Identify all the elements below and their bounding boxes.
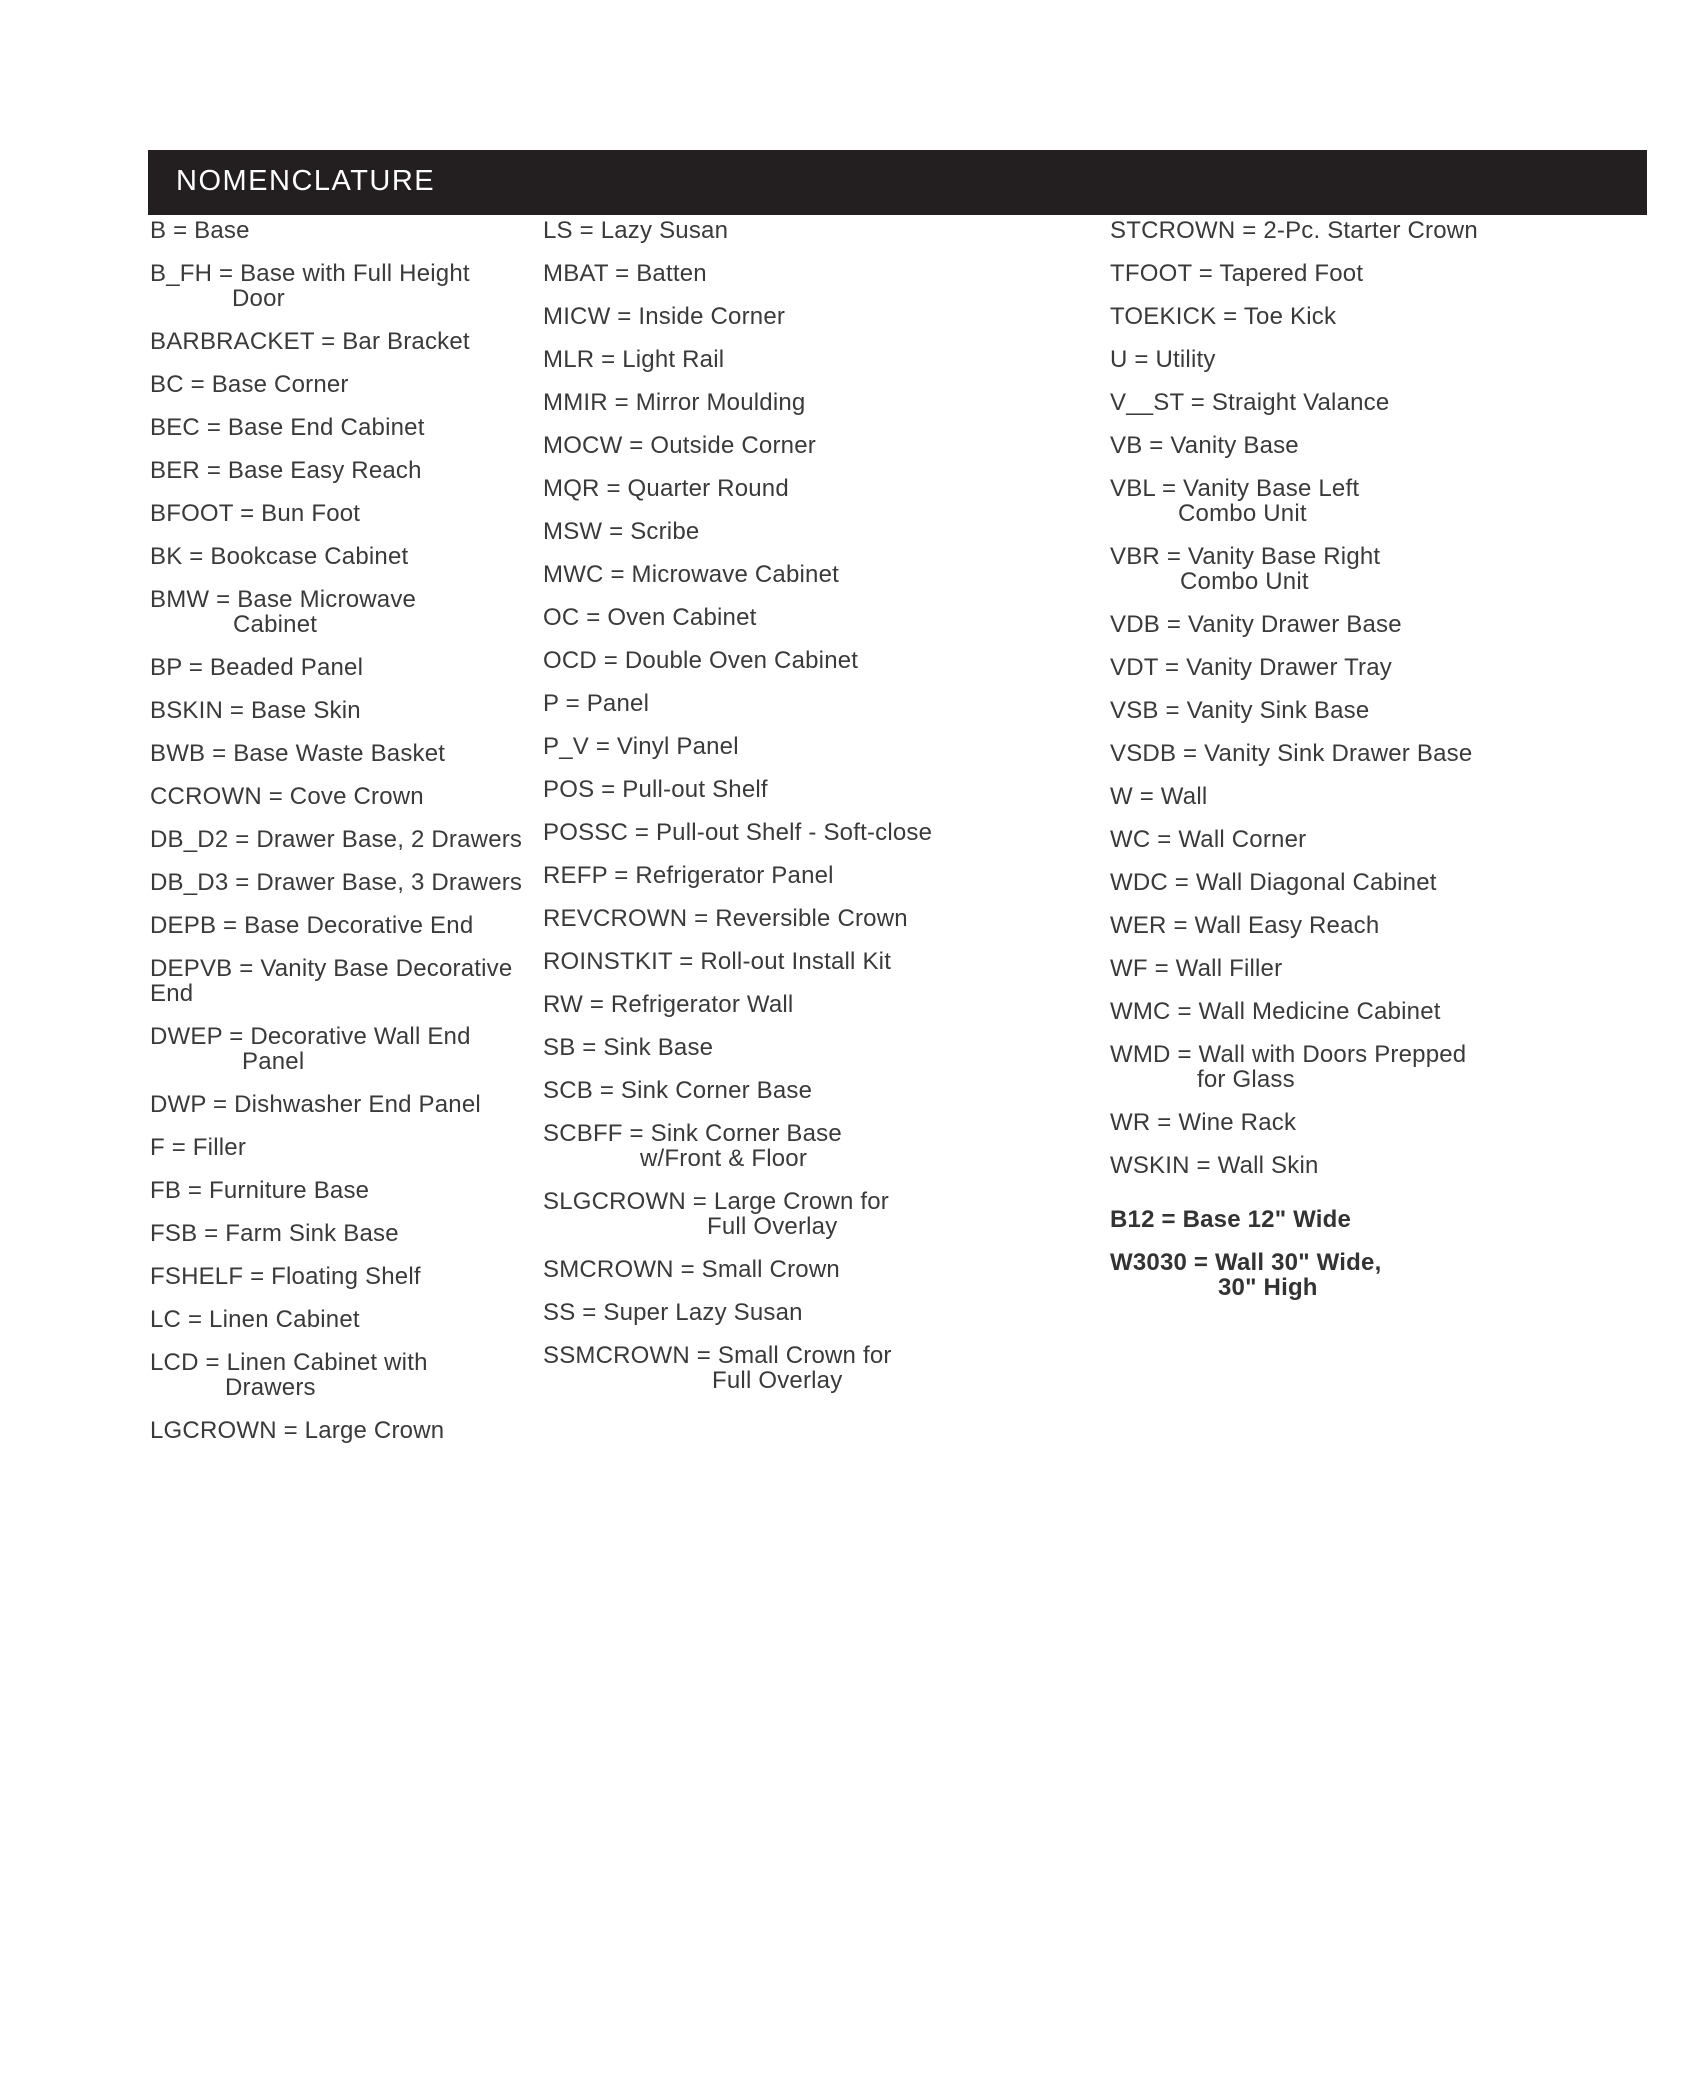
nomenclature-item (543, 1300, 932, 1325)
nomenclature-item-line: MSW = Scribe (543, 518, 700, 545)
nomenclature-item (150, 913, 522, 938)
nomenclature-item (150, 827, 522, 852)
nomenclature-item-line: BFOOT = Bun Foot (150, 500, 361, 527)
nomenclature-item (543, 1121, 932, 1171)
nomenclature-item-line: TFOOT = Tapered Foot (1110, 260, 1364, 287)
nomenclature-item (543, 347, 932, 372)
nomenclature-item-line: 30" High (1218, 1274, 1318, 1301)
nomenclature-item-line: POS = Pull-out Shelf (543, 776, 768, 803)
nomenclature-item-line: LCD = Linen Cabinet with (150, 1349, 428, 1376)
nomenclature-item (150, 1221, 522, 1246)
nomenclature-item (543, 1189, 932, 1239)
nomenclature-item-line: for Glass (1197, 1066, 1295, 1093)
nomenclature-item (543, 949, 932, 974)
nomenclature-item-line: VDT = Vanity Drawer Tray (1110, 654, 1392, 681)
nomenclature-item (543, 906, 932, 931)
nomenclature-item (543, 691, 932, 716)
nomenclature-item (150, 870, 522, 895)
nomenclature-item-line: End (150, 980, 194, 1007)
nomenclature-item (1110, 1042, 1478, 1092)
nomenclature-item-line: BC = Base Corner (150, 371, 349, 398)
nomenclature-item-line: BSKIN = Base Skin (150, 697, 361, 724)
nomenclature-item (1110, 433, 1478, 458)
nomenclature-item (543, 261, 932, 286)
nomenclature-item-line: Combo Unit (1178, 500, 1307, 527)
nomenclature-item (150, 655, 522, 680)
nomenclature-item-line: WMD = Wall with Doors Prepped (1110, 1041, 1467, 1068)
nomenclature-item (150, 458, 522, 483)
nomenclature-item (150, 1307, 522, 1332)
nomenclature-item-line: MICW = Inside Corner (543, 303, 786, 330)
nomenclature-item-line: LS = Lazy Susan (543, 217, 729, 244)
nomenclature-item-line: WMC = Wall Medicine Cabinet (1110, 998, 1441, 1025)
nomenclature-item-line: DWEP = Decorative Wall End (150, 1023, 471, 1050)
nomenclature-item-line: B = Base (150, 217, 250, 244)
nomenclature-item (1110, 698, 1478, 723)
nomenclature-item-line: SCB = Sink Corner Base (543, 1077, 813, 1104)
nomenclature-item-line: FSHELF = Floating Shelf (150, 1263, 421, 1290)
nomenclature-item-line: STCROWN = 2-Pc. Starter Crown (1110, 217, 1478, 244)
nomenclature-header-bar (148, 150, 1647, 215)
nomenclature-column-3 (1110, 218, 1478, 1318)
nomenclature-item (543, 1035, 932, 1060)
nomenclature-item-line: BEC = Base End Cabinet (150, 414, 425, 441)
nomenclature-item (150, 784, 522, 809)
nomenclature-item-line: Door (232, 285, 285, 312)
nomenclature-item-line: LGCROWN = Large Crown (150, 1417, 445, 1444)
nomenclature-column-2 (543, 218, 932, 1411)
nomenclature-item (1110, 741, 1478, 766)
nomenclature-item (543, 734, 932, 759)
nomenclature-item-line: ROINSTKIT = Roll-out Install Kit (543, 948, 892, 975)
nomenclature-item-line: SSMCROWN = Small Crown for (543, 1342, 892, 1369)
nomenclature-item (543, 863, 932, 888)
nomenclature-column-1 (150, 218, 522, 1461)
nomenclature-item (1110, 304, 1478, 329)
nomenclature-item (150, 1092, 522, 1117)
nomenclature-item-line: MMIR = Mirror Moulding (543, 389, 806, 416)
nomenclature-item-line: WER = Wall Easy Reach (1110, 912, 1380, 939)
nomenclature-item (543, 218, 932, 243)
nomenclature-item-line: Drawers (225, 1374, 316, 1401)
nomenclature-item (150, 218, 522, 243)
nomenclature-item (1110, 1250, 1478, 1300)
nomenclature-item-line: DEPVB = Vanity Base Decorative (150, 955, 513, 982)
nomenclature-item-line: V__ST = Straight Valance (1110, 389, 1390, 416)
nomenclature-item-line: SMCROWN = Small Crown (543, 1256, 840, 1283)
nomenclature-item-line: DB_D2 = Drawer Base, 2 Drawers (150, 826, 523, 853)
nomenclature-item (150, 372, 522, 397)
page-title: NOMENCLATURE (176, 165, 436, 197)
nomenclature-item (1110, 1110, 1478, 1135)
nomenclature-item (543, 820, 932, 845)
nomenclature-item-line: FB = Furniture Base (150, 1177, 370, 1204)
nomenclature-item (543, 1343, 932, 1393)
nomenclature-item-line: REFP = Refrigerator Panel (543, 862, 834, 889)
nomenclature-item-line: w/Front & Floor (640, 1145, 808, 1172)
nomenclature-item-line: VBL = Vanity Base Left (1110, 475, 1360, 502)
nomenclature-item-line: REVCROWN = Reversible Crown (543, 905, 908, 932)
nomenclature-item-line: BK = Bookcase Cabinet (150, 543, 409, 570)
nomenclature-item (543, 605, 932, 630)
nomenclature-item-line: POSSC = Pull-out Shelf - Soft-close (543, 819, 933, 846)
nomenclature-item-line: MOCW = Outside Corner (543, 432, 816, 459)
nomenclature-item-line: SS = Super Lazy Susan (543, 1299, 803, 1326)
nomenclature-item-line: B12 = Base 12" Wide (1110, 1206, 1352, 1233)
nomenclature-item-line: Full Overlay (707, 1213, 838, 1240)
nomenclature-item-line: OC = Oven Cabinet (543, 604, 757, 631)
nomenclature-item-line: VSDB = Vanity Sink Drawer Base (1110, 740, 1473, 767)
nomenclature-item-line: BWB = Base Waste Basket (150, 740, 446, 767)
nomenclature-item (1110, 390, 1478, 415)
nomenclature-item (150, 261, 522, 311)
nomenclature-item (543, 304, 932, 329)
nomenclature-item-line: VDB = Vanity Drawer Base (1110, 611, 1402, 638)
nomenclature-item (1110, 913, 1478, 938)
nomenclature-item (1110, 261, 1478, 286)
nomenclature-item (1110, 784, 1478, 809)
nomenclature-item-line: MWC = Microwave Cabinet (543, 561, 840, 588)
nomenclature-item (1110, 999, 1478, 1024)
nomenclature-item-line: Cabinet (233, 611, 318, 638)
nomenclature-item-line: DEPB = Base Decorative End (150, 912, 474, 939)
nomenclature-item (150, 415, 522, 440)
nomenclature-item (1110, 1207, 1478, 1232)
nomenclature-item-line: TOEKICK = Toe Kick (1110, 303, 1337, 330)
nomenclature-item-line: OCD = Double Oven Cabinet (543, 647, 859, 674)
nomenclature-item (1110, 476, 1478, 526)
nomenclature-item-line: DB_D3 = Drawer Base, 3 Drawers (150, 869, 523, 896)
nomenclature-item-line: FSB = Farm Sink Base (150, 1220, 399, 1247)
nomenclature-item-line: MBAT = Batten (543, 260, 707, 287)
nomenclature-item-line: WSKIN = Wall Skin (1110, 1152, 1319, 1179)
nomenclature-item (150, 544, 522, 569)
nomenclature-item (543, 476, 932, 501)
nomenclature-item-line: B_FH = Base with Full Height (150, 260, 470, 287)
nomenclature-item-line: W = Wall (1110, 783, 1208, 810)
nomenclature-item-line: VBR = Vanity Base Right (1110, 543, 1381, 570)
nomenclature-item-line: U = Utility (1110, 346, 1216, 373)
nomenclature-item (543, 519, 932, 544)
nomenclature-item-line: CCROWN = Cove Crown (150, 783, 424, 810)
nomenclature-item (150, 1024, 522, 1074)
nomenclature-item-line: WC = Wall Corner (1110, 826, 1307, 853)
nomenclature-item (543, 562, 932, 587)
nomenclature-item (543, 1078, 932, 1103)
nomenclature-item-line: Full Overlay (712, 1367, 843, 1394)
nomenclature-item (543, 648, 932, 673)
nomenclature-item (543, 1257, 932, 1282)
nomenclature-item-line: Combo Unit (1180, 568, 1309, 595)
nomenclature-item-line: WDC = Wall Diagonal Cabinet (1110, 869, 1437, 896)
nomenclature-item (1110, 612, 1478, 637)
nomenclature-item (150, 698, 522, 723)
nomenclature-item-line: WR = Wine Rack (1110, 1109, 1297, 1136)
nomenclature-item (1110, 956, 1478, 981)
nomenclature-item (1110, 827, 1478, 852)
nomenclature-item-line: RW = Refrigerator Wall (543, 991, 794, 1018)
nomenclature-item (543, 390, 932, 415)
nomenclature-item (543, 992, 932, 1017)
nomenclature-item (1110, 218, 1478, 243)
nomenclature-item-line: P_V = Vinyl Panel (543, 733, 739, 760)
nomenclature-item (1110, 347, 1478, 372)
nomenclature-item-line: BARBRACKET = Bar Bracket (150, 328, 470, 355)
nomenclature-item-line: MQR = Quarter Round (543, 475, 789, 502)
nomenclature-item-line: VSB = Vanity Sink Base (1110, 697, 1370, 724)
nomenclature-item (150, 1350, 522, 1400)
nomenclature-item (150, 1178, 522, 1203)
nomenclature-item (1110, 1153, 1478, 1178)
nomenclature-item-line: DWP = Dishwasher End Panel (150, 1091, 481, 1118)
nomenclature-item-line: P = Panel (543, 690, 650, 717)
nomenclature-item-line: VB = Vanity Base (1110, 432, 1299, 459)
nomenclature-item-line: Panel (242, 1048, 305, 1075)
nomenclature-item (150, 741, 522, 766)
nomenclature-item (1110, 655, 1478, 680)
nomenclature-item-line: SB = Sink Base (543, 1034, 714, 1061)
nomenclature-item-line: MLR = Light Rail (543, 346, 725, 373)
nomenclature-item (543, 433, 932, 458)
nomenclature-item-line: BMW = Base Microwave (150, 586, 417, 613)
nomenclature-item (150, 1264, 522, 1289)
nomenclature-item-line: W3030 = Wall 30" Wide, (1110, 1249, 1382, 1276)
nomenclature-item-line: SCBFF = Sink Corner Base (543, 1120, 842, 1147)
nomenclature-item (150, 501, 522, 526)
nomenclature-item (150, 1418, 522, 1443)
nomenclature-item (1110, 544, 1478, 594)
nomenclature-item-line: BP = Beaded Panel (150, 654, 364, 681)
nomenclature-item-line: SLGCROWN = Large Crown for (543, 1188, 889, 1215)
nomenclature-item-line: F = Filler (150, 1134, 247, 1161)
nomenclature-item-line: WF = Wall Filler (1110, 955, 1283, 982)
nomenclature-item-line: LC = Linen Cabinet (150, 1306, 360, 1333)
nomenclature-item (543, 777, 932, 802)
nomenclature-item (150, 1135, 522, 1160)
nomenclature-item (150, 587, 522, 637)
nomenclature-item (150, 329, 522, 354)
nomenclature-item (1110, 870, 1478, 895)
nomenclature-item (150, 956, 522, 1006)
nomenclature-item-line: BER = Base Easy Reach (150, 457, 422, 484)
